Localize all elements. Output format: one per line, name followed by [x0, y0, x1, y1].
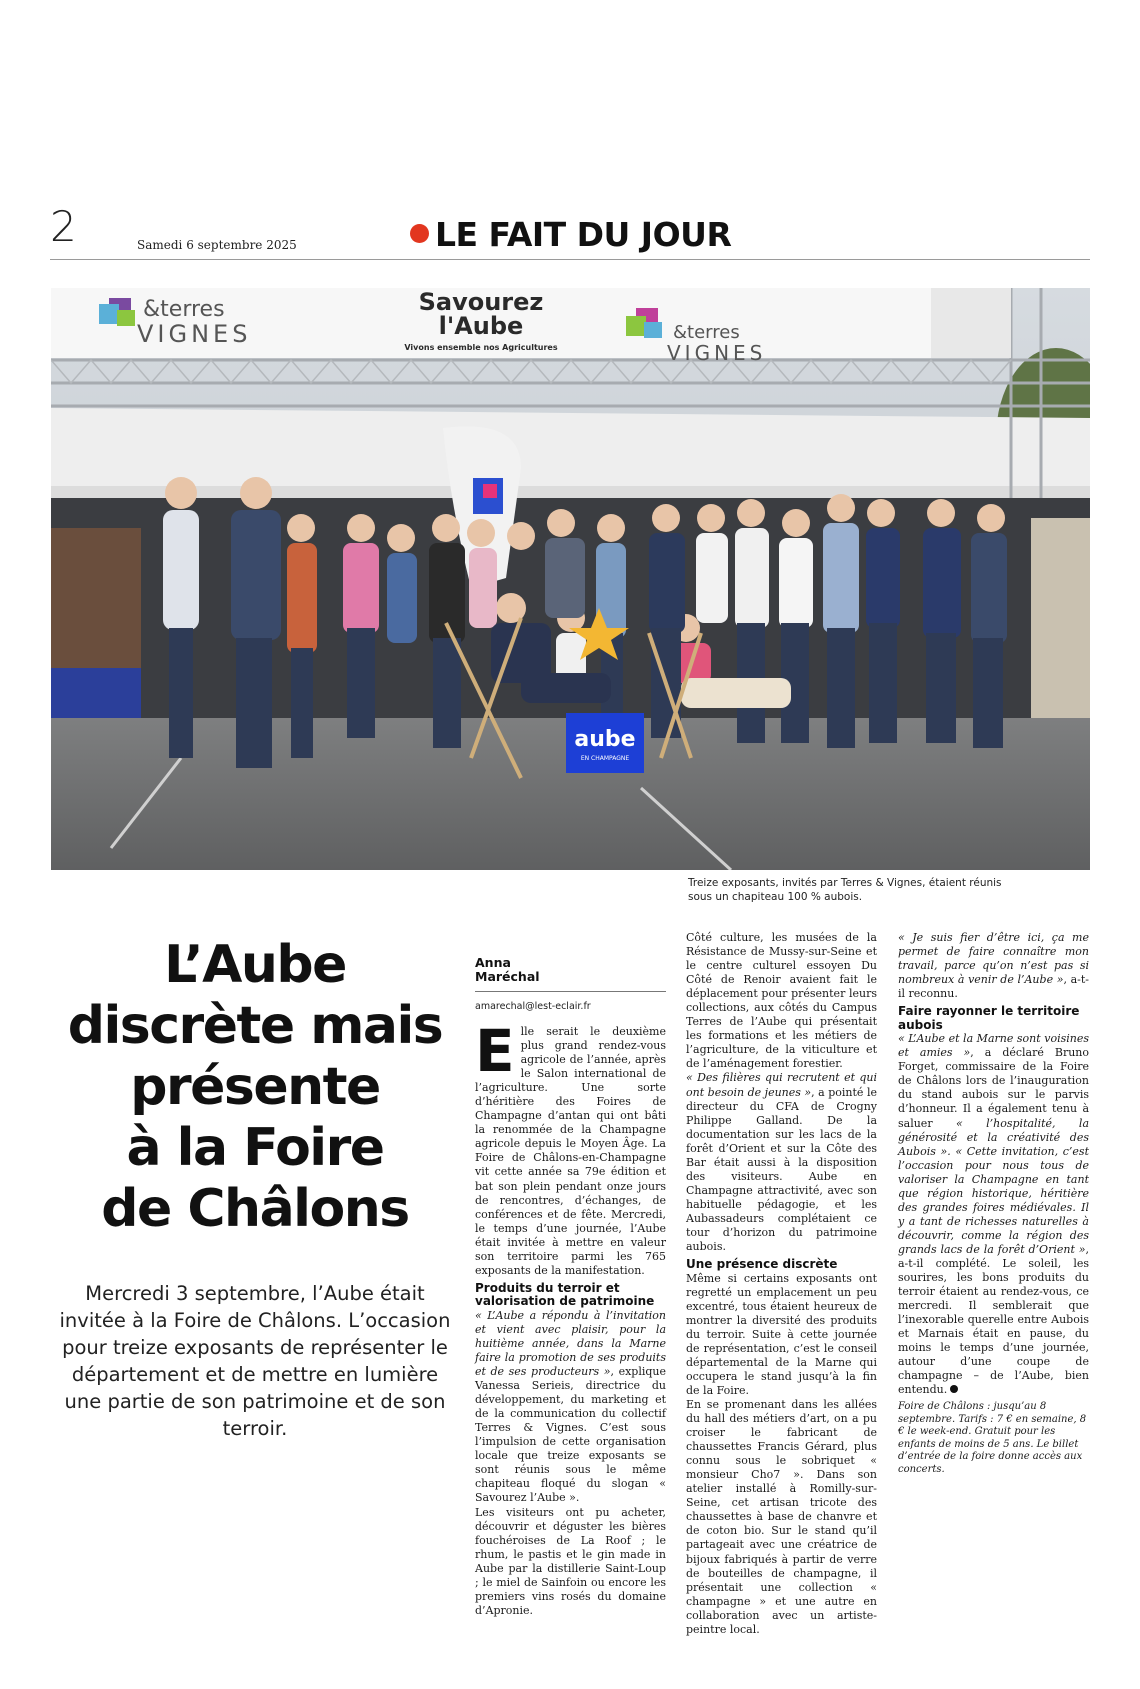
aube-sign-line1: aube [574, 727, 636, 752]
drop-cap: E [475, 1017, 515, 1085]
headline [50, 935, 460, 1240]
page-number: 2 [50, 202, 77, 251]
standfirst: Mercredi 3 septembre, l’Aube était invitée à la Foire de Châlons. L’occasion pour treize exposants de représenter le département et de mettre en lumière une partie de son patrimoine et de son terroir. [59, 1282, 451, 1440]
banner-center-tagline: Vivons ensemble nos Agricultures [404, 343, 558, 352]
issue-date: Samedi 6 septembre 2025 [137, 238, 297, 252]
subheading: Faire rayonner le territoire aubois [898, 1004, 1080, 1032]
aube-sign-line2: EN CHAMPAGNE [580, 755, 630, 762]
article-paragraph: En se promenant dans les allées du hall des métiers d’art, on a pu croiser le fabricant de chaussettes Francis Gérard, plus connu sous le sobriquet « monsieur Cho7 ». Dans son atelier installé à Romilly-sur-Seine, cet artisan tricote des chaussettes à base de chanvre et de coton bio. Sur le stand qu’il partageait avec une créatrice de bijoux fabriqués à partir de verre de bouteilles de champagne, il présentait une collection « champagne » et une autre en collaboration avec un artiste-peintre local. [686, 1398, 877, 1636]
article-paragraph: Les visiteurs ont pu acheter, découvrir et déguster les bières fouchéroises de La Roof ; le rhum, le pastis et le gin made in Aube par la distillerie Saint-Loup ; le miel de Sainfoin ou encore les premiers vins rosés du domaine d’Apronie. [475, 1505, 666, 1617]
photo-caption: Treize exposants, invités par Terres & Vignes, étaient réunis sous un chapiteau 100 % aubois. [688, 877, 1002, 903]
article-column-3 [898, 931, 1089, 1476]
article-column-2 [686, 931, 877, 1637]
practical-info: Foire de Châlons : jusqu’au 8 septembre. Tarifs : 7 € en semaine, 8 € le week-end. Gratuit pour les enfants de moins de 5 ans. Le billet d’entrée de la foire donne accès aux concerts. [898, 1401, 1087, 1475]
end-of-article-icon [950, 1385, 958, 1393]
article-paragraph: « Des filières qui recrutent et qui ont besoin de jeunes », a pointé le directeur du CFA de Crogny Philippe Galland. De la documentation sur les lacs de la forêt d’Orient et sur la Côte des Bar était aussi à la disposition des visiteurs. Aube en Champagne attractivité, avec son habituelle pédagogie, et les Aubassadeurs complétaient ce tour d’horizon du patrimoine aubois. [686, 1071, 877, 1254]
subheading: Produits du terroir et valorisation de patrimoine [475, 1280, 655, 1309]
byline-divider [475, 991, 666, 992]
headline-line: de Châlons [101, 1179, 409, 1239]
author-email[interactable]: amarechal@lest-eclair.fr [475, 1001, 591, 1012]
header-divider [50, 259, 1090, 260]
author-first-name: Anna [475, 955, 511, 970]
headline-line: à la Foire [126, 1118, 384, 1178]
article-column-1 [475, 1017, 667, 1618]
banner-left-line1: &terres [143, 297, 225, 322]
banner-right-line1: &terres [673, 322, 740, 343]
banner-right-line2: VIGNES [667, 341, 767, 365]
article-paragraph: Même si certains exposants ont regretté un emplacement un peu excentré, tous étaient heureux de montrer la diversité des produits du terroir. Suite à cette journée de représentation, c’est le conseil départemental de la Marne qui occupera le stand jusqu’à la fin de la Foire. [686, 1271, 877, 1397]
article-paragraph: Elle serait le deuxième plus grand rendez-vous agricole de l’année, après le Salon international de l’agriculture. Une sorte d’héritière des Foires de Champagne d’antan qui ont bâti la renommée de la Champagne agricole depuis le Moyen Âge. La Foire de Châlons-en-Champagne vit cette année sa 79e édition et bat son plein pendant onze jours de rencontres, d’échanges, de conférences et de fête. Mercredi, le temps d’une journée, l’Aube était invitée à mettre en valeur son territoire parmi les 765 exposants de la manifestation. [475, 1017, 666, 1277]
rubric-label: LE FAIT DU JOUR [435, 215, 732, 254]
section-rubric [410, 215, 732, 254]
banner-left-line2: VIGNES [137, 320, 252, 348]
red-dot-icon [410, 224, 429, 243]
author-name [475, 956, 540, 984]
headline-line: présente [130, 1057, 380, 1117]
article-paragraph: « L’Aube a répondu à l’invitation et vient avec plaisir, pour la huitième année, dans la Marne faire la promotion de ses produits et de ses producteurs », explique Vanessa Serieis, directrice du développement, du marketing et de la communication du collectif Terres & Vignes. C’est sous l’impulsion de cette organisation locale que treize exposants se sont réunis sous le même chapiteau floqué du slogan « Savourez l’Aube ». [475, 1308, 667, 1505]
article-paragraph: Côté culture, les musées de la Résistance de Mussy-sur-Seine et le centre culturel essoyen Du Côté de Renoir avaient fait le déplacement pour présenter leurs collections, aux côtés du Campus Terres de l’Aube qui présentait les formations et les métiers de l’agriculture, de la viticulture et de l’aménagement forestier. [686, 931, 877, 1071]
banner-center-line1: Savourez [418, 288, 544, 316]
subheading: Une présence discrète [686, 1257, 838, 1272]
article-paragraph: « Je suis fier d’être ici, ça me permet de faire connaître mon travail, parce qu’on n’est pas si nombreux à venir de l’Aube », a-t-il reconnu. [898, 931, 1089, 1001]
headline-line: discrète mais [67, 996, 443, 1056]
banner-center-line2: l'Aube [438, 312, 524, 340]
author-last-name: Maréchal [475, 969, 540, 984]
article-paragraph: « L’Aube et la Marne sont voisines et amies », a déclaré Bruno Forget, commissaire de la Foire de Châlons lors de l’inauguration du stand aubois sur le parvis d’honneur. Il a également tenu à saluer « l’hospitalité, la générosité et la créativité des Aubois ». « Cette invitation, c’est l’occasion pour nous tous de valoriser la Champagne en tant que région historique, héritière des grandes foires médiévales. Il y a tant de richesses naturelles à découvrir, comme la région des grands lacs de la forêt d’Orient », a-t-il complété. Le soleil, les sourires, les bons produits du terroir étaient au rendez-vous, ce mercredi. Il semblerait que l’inexorable querelle entre Aubois et Marnais était en pause, du moins le temps d’une journée, autour d’une coupe de champagne – de l’Aube, bien entendu. [898, 1032, 1090, 1397]
headline-line: L’Aube [164, 935, 346, 995]
main-photo [51, 288, 1090, 870]
